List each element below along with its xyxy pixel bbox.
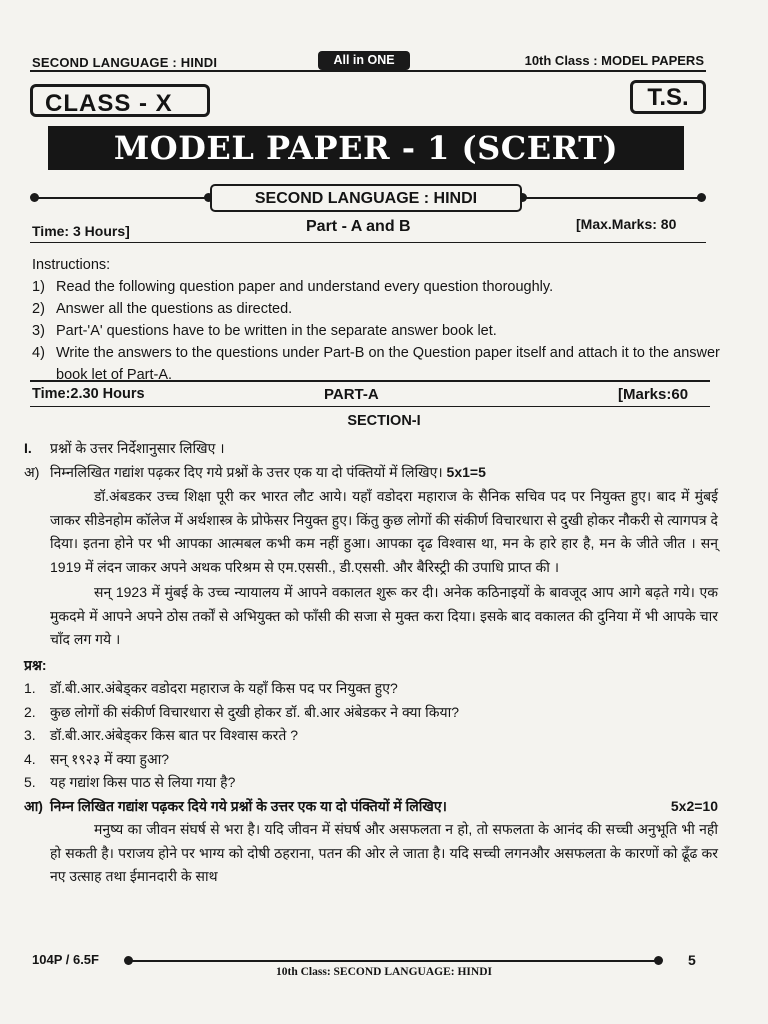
sub-question-text: सन् १९२३ में क्या हुआ?	[50, 750, 170, 767]
instruction-number: 3)	[32, 323, 45, 339]
footer-rule	[128, 960, 658, 962]
rule-dot-left	[30, 193, 39, 202]
instructions-title: Instructions:	[32, 257, 111, 273]
footer-dot-left	[124, 956, 133, 965]
passage-paragraph: मनुष्य का जीवन संघर्ष से भरा है। यदि जीवन में संघर्ष और असफलता न हो, तो सफलता के आनंद की सच्ची अनुभूति भी नही हो सकती है। पराजय होने पर भाग्य को दोषी ठहराना, पतन की ओर ले जाता है। यदि सच्ची लगनऔर असफलता के कारणों को ढूँढ कर नए उत्साह तथा ईमानदारी के साथ	[50, 821, 718, 884]
exam-time: Time: 3 Hours]	[32, 223, 130, 239]
header-left-label: SECOND LANGUAGE : HINDI	[32, 55, 218, 70]
sub-question-number: 3.	[24, 727, 36, 743]
part-a-marks: [Marks:60	[618, 386, 689, 403]
footer-code: 104P / 6.5F	[32, 952, 99, 967]
question-marks: 5x2=10	[670, 798, 718, 814]
instruction-item	[32, 320, 722, 342]
sub-question-text: डॉ.बी.आर.अंबेड्कर किस बात पर विश्वास करते ?	[50, 727, 299, 743]
exam-max-marks: [Max.Marks: 80	[576, 216, 677, 232]
sub-question-text: कुछ लोगों की संकीर्ण विचारधारा से दुखी होकर डॉ. बी.आर अंबेडकर ने क्या किया?	[50, 703, 459, 720]
sub-question	[24, 677, 718, 701]
rule-dot-right	[697, 193, 706, 202]
sub-question-text: यह गद्यांश किस पाठ से लिया गया है?	[50, 774, 236, 790]
header-right-label: 10th Class : MODEL PAPERS	[524, 53, 704, 68]
sub-question-number: 5.	[24, 774, 36, 790]
part-a-title: PART-A	[324, 386, 379, 403]
passage-paragraph: डॉ.अंबडकर उच्च शिक्षा पूरी कर भारत लौट आये। यहाँ वडोदरा महाराज के सैनिक सचिव पद पर नियुक्त हुए। बाद में मुंबई जाकर सीडेनहोम कॉलेज में अर्थशास्त्र के प्रोफेसर नियुक्त हुए। किंतु कुछ लोगों की संकीर्ण विचारधारा से दुखी होकर नौकरी से त्यागपत्र दे दिया। इतना होने पर भी आपका आत्मबल कभी कम नहीं हुआ। आपका दृढ विश्वास था, मन के हारे हार है, मन के जीते जीत । सन् 1919 में लंदन जाकर अपने अथक परिश्रम से एम.एससी., डी.एससी. और बैरिस्ट्री की उपाधि प्राप्त की ।	[50, 488, 718, 575]
question-number: I.	[24, 440, 32, 456]
subject-rule-right	[520, 197, 700, 199]
sub-question	[24, 748, 718, 772]
question-text: निम्न लिखित गद्यांश पढ़कर दिये गये प्रश्नों के उत्तर एक या दो पंक्तियों में लिखिए।	[50, 797, 447, 814]
instructions-block	[32, 254, 722, 386]
questions-label: प्रश्न:	[24, 656, 47, 673]
section-content	[24, 437, 718, 889]
part-a-time: Time:2.30 Hours	[32, 386, 145, 402]
question-marks: 5x1=5	[446, 463, 486, 480]
class-label: CLASS - X	[30, 84, 210, 117]
sub-question-number: 1.	[24, 680, 36, 696]
exam-parts: Part - A and B	[306, 218, 411, 235]
instruction-number: 1)	[32, 279, 45, 295]
section-heading: SECTION-I	[347, 413, 421, 429]
sub-question-number: 4.	[24, 750, 36, 767]
state-label: T.S.	[630, 80, 706, 114]
passage-paragraph: सन् 1923 में मुंबई के उच्च न्यायालय में आपने वकालत शुरू कर दी। अनेक कठिनाइयों के बावजूद आप आगे बढ़ते गये। एक मुकदमे में आपने अपने ठोस तर्कों से अभियुक्त को फाँसी की सजा से मुक्त करा दिया। इसके बाद वकालत की दुनिया में भी आपके चार चाँद लग गये ।	[50, 584, 718, 647]
instruction-text: Write the answers to the questions under Part-B on the Question paper itself and attach it to the answer book let of Part-A.	[56, 345, 720, 383]
question-number: आ)	[24, 797, 43, 814]
exam-info-divider	[30, 242, 706, 243]
footer-dot-right	[654, 956, 663, 965]
question-number: अ)	[24, 463, 40, 480]
subject-banner: SECOND LANGUAGE : HINDI	[210, 184, 522, 212]
part-a-row	[30, 380, 710, 408]
sub-question-number: 2.	[24, 703, 36, 720]
page-title: MODEL PAPER - 1 (SCERT)	[48, 126, 684, 170]
header-divider	[30, 70, 706, 72]
page-number: 5	[688, 952, 696, 968]
instruction-number: 4)	[32, 345, 45, 361]
question-aa	[24, 795, 718, 819]
instruction-item	[32, 298, 722, 320]
question-text: प्रश्नों के उत्तर निर्देशानुसार लिखिए ।	[50, 440, 225, 456]
instruction-text: Part-'A' questions have to be written in the separate answer book let.	[56, 323, 497, 339]
sub-question	[24, 771, 718, 795]
sub-question	[24, 724, 718, 748]
instruction-item	[32, 276, 722, 298]
instruction-number: 2)	[32, 301, 45, 317]
exam-info-row	[32, 216, 708, 242]
footer-title: 10th Class: SECOND LANGUAGE: HINDI	[276, 966, 492, 978]
part-a-divider	[30, 406, 710, 407]
header-center-badge: All in ONE	[318, 51, 410, 70]
question-main	[24, 437, 718, 461]
subject-rule-left	[34, 197, 212, 199]
sub-question	[24, 701, 718, 725]
question-a	[24, 461, 718, 485]
instruction-text: Read the following question paper and understand every question thoroughly.	[56, 279, 554, 295]
sub-question-text: डॉ.बी.आर.अंबेड्कर वडोदरा महाराज के यहाँ किस पद पर नियुक्त हुए?	[50, 680, 398, 696]
question-text: निम्नलिखित गद्यांश पढ़कर दिए गये प्रश्नों के उत्तर एक या दो पंक्तियों में लिखिए।	[50, 463, 443, 480]
instruction-text: Answer all the questions as directed.	[56, 301, 293, 317]
